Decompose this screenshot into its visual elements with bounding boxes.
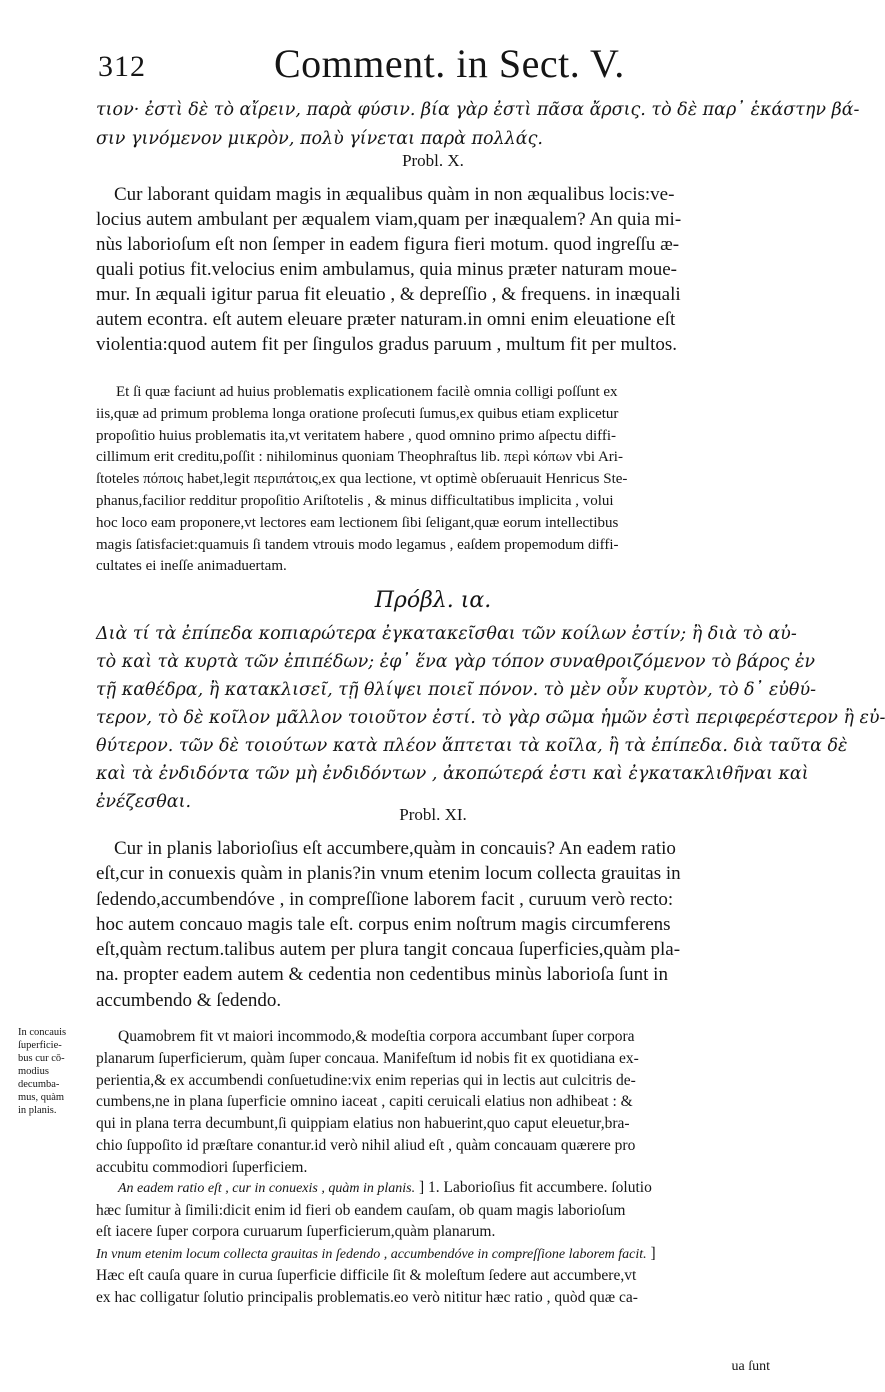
text-line: hoc autem concauo magis tale eſt. corpus enim noſtrum magis circumferens xyxy=(96,913,671,935)
lemma-2: In vnum etenim locum collecta grauitas in ſedendo , accumbendóve in compreſſione laborem facit. xyxy=(96,1246,647,1262)
margin-note-line: ſuperficie- xyxy=(18,1040,62,1051)
commentary-line: iis,quæ ad primum problema longa oratione proſecuti ſumus,ex quibus etiam explicetur xyxy=(96,405,619,422)
margin-note-line: bus cur cō- xyxy=(18,1053,65,1064)
greek-problem-11-heading: Πρόβλ. ια. xyxy=(374,588,492,613)
commentary-line: Quamobrem fit vt maiori incommodo,& modeſtia corpora accumbant ſuper corpora xyxy=(118,1028,635,1045)
commentary-line: propoſitio huius problematis ita,vt veritatem habere , quod omnino primo aſpectu diffi- xyxy=(96,427,617,444)
lemma-2-rest: ] xyxy=(646,1244,656,1262)
commentary-line: planarum ſuperficierum, quàm ſuper concaua. Manifeſtum id nobis fit ex quotidiana ex- xyxy=(96,1049,639,1067)
margin-note-line: decumba- xyxy=(18,1079,60,1090)
problem-10-heading: Probl. X. xyxy=(402,151,464,170)
text-line: ſedendo,accumbendóve , in compreſſione laborem facit , curuum verò recto: xyxy=(96,888,674,910)
note-line: hæc ſumitur à ſimili:dicit enim id fieri ob eandem cauſam, ob quam magis laborioſum xyxy=(96,1201,626,1219)
commentary-line: cillimum erit creditu,poſſit : nihilominus quoniam Theophraſtus lib. περὶ κόπων vbi Ari- xyxy=(96,449,623,466)
note-line: ex hac colligatur ſolutio principalis problematis.eo verò nititur hæc ratio , quòd quæ ca- xyxy=(96,1288,638,1306)
greek-line: καὶ τὰ ἐνδιδόντα τῶν μὴ ἐνδιδόντων , ἀκοπώτερά ἐστι καὶ ἐγκατακλιθῆναι καὶ xyxy=(96,764,809,784)
running-head: Comment. in Sect. V. xyxy=(274,41,625,86)
problem-10-text xyxy=(96,182,770,357)
greek-problem-11-text xyxy=(96,620,885,816)
greek-line: ἐνέζεσθαι. xyxy=(96,792,192,812)
lemma-1-rest: ] 1. Laborioſius fit accumbere. ſolutio xyxy=(415,1179,652,1196)
lemma-1: An eadem ratio eſt , cur in conuexis , quàm in planis. xyxy=(118,1181,416,1196)
text-line: eſt,quàm rectum.talibus autem per plura tangit concaua ſuperficies,quàm pla- xyxy=(96,939,681,961)
greek-line: Διὰ τί τὰ ἐπίπεδα κοπιαρώτερα ἐγκατακεῖσθαι τῶν κοίλων ἐστίν; ἢ διὰ τὸ αὐ- xyxy=(96,624,797,644)
text-line: quali potius fit.velocius enim ambulamus, quia minus præter naturam moue- xyxy=(96,259,677,280)
commentary-line: ſtoteles πόποις habet,legit περιπάτοις,ex qua lectione, vt optimè obſeruauit Henricus Ste- xyxy=(96,471,628,488)
commentary-line: cumbens,ne in plana ſuperficie omnino iaceat , capiti ceruicali elatius non adhibeat : & xyxy=(96,1093,633,1111)
greek-line: θύτερον. τῶν δὲ τοιούτων κατὰ πλέον ἅπτεται τὰ κοῖλα, ἢ τὰ ἐπίπεδα. διὰ ταῦτα δὲ xyxy=(96,736,848,756)
margin-note-line: mus, quàm xyxy=(18,1092,65,1103)
text-line: eſt,cur in conuexis quàm in planis?in vnum etenim locum collecta grauitas in xyxy=(96,863,681,885)
commentary-line: perientia,& ex accumbendi conſuetudine:vix enim reperias qui in lectis aut culcitris de- xyxy=(96,1071,636,1089)
margin-note-line: modius xyxy=(18,1066,49,1077)
commentary-line: cultates ei ineſſe animaduertam. xyxy=(96,558,287,575)
lemma-line xyxy=(96,1177,770,1200)
commentary-line: accubitu commodiori ſuperficiem. xyxy=(96,1158,308,1176)
catchword: ua ſunt xyxy=(731,1359,770,1374)
text-line: accumbendo & ſedendo. xyxy=(96,989,282,1011)
lemma-line xyxy=(96,1243,770,1266)
greek-continuation xyxy=(96,96,860,154)
text-line: autem econtra. eſt autem eleuare præter naturam.in omni enim eleuatione eſt xyxy=(96,309,676,330)
text-line: nùs laborioſum eſt non ſemper in eadem figura fieri motum. quod ingreſſu æ- xyxy=(96,234,680,255)
greek-line: τὸ καὶ τὰ κυρτὰ τῶν ἐπιπέδων; ἐφ᾽ ἕνα γὰρ τόπον συναθροιζόμενον τὸ βάρος ἐν xyxy=(96,652,816,672)
page-number: 312 xyxy=(98,50,146,83)
problem-11-lemma-notes xyxy=(96,1177,770,1308)
margin-note xyxy=(18,1026,106,1117)
problem-11-text xyxy=(96,836,770,1013)
greek-line: σιν γινόμενον μικρὸν, πολὺ γίνεται παρὰ πολλάς. xyxy=(96,129,543,149)
commentary-line: hoc loco eam proponere,vt lectores eam lectionem ſibi ſeligant,quæ eorum intellectibus xyxy=(96,514,619,531)
page-header xyxy=(98,38,768,98)
text-line: locius autem ambulant per æqualem viam,quam per inæqualem? An quia mi- xyxy=(96,209,682,230)
note-line: Hæc eſt cauſa quare in curua ſuperficie difficile ſit & moleſtum ſedere aut accumbere,vt xyxy=(96,1267,637,1284)
commentary-line: chio ſuppoſito id præſtare conantur.id verò nihil aliud eſt , quàm concauam quærere pro xyxy=(96,1136,636,1154)
commentary-line: qui in plana terra decumbunt,ſi quippiam elatius non habuerint,quo caput eleuetur,bra- xyxy=(96,1115,630,1133)
text-line: na. propter eadem autem & cedentia non cedentibus minùs laborioſa ſunt in xyxy=(96,964,668,986)
note-line: eſt iacere ſuper corpora curuarum ſuperficierum,quàm planarum. xyxy=(96,1223,496,1240)
text-line: violentia:quod autem fit per ſingulos gradus paruum , multum fit per multos. xyxy=(96,334,677,355)
problem-10-commentary xyxy=(96,382,770,578)
problem-11-commentary xyxy=(96,1026,770,1179)
text-line: mur. In æquali igitur parua fit eleuatio , & depreſſio , & frequens. in inæquali xyxy=(96,284,681,305)
greek-line: τερον, τὸ δὲ κοῖλον μᾶλλον τοιοῦτον ἐστί. τὸ γὰρ σῶμα ἡμῶν ἐστὶ περιφερέστερον ἢ εὐ- xyxy=(96,708,885,728)
text-line: Cur in planis laborioſius eſt accumbere,quàm in concauis? An eadem ratio xyxy=(114,838,676,859)
margin-note-line: In concauis xyxy=(18,1027,67,1038)
margin-note-line: in planis. xyxy=(18,1105,57,1116)
greek-line: τῇ καθέδρα, ἢ κατακλισεῖ, τῇ θλίψει ποιεῖ πόνον. τὸ μὲν οὖν κυρτὸν, τὸ δ᾽ εὐθύ- xyxy=(96,680,817,700)
commentary-line: phanus,facilior redditur propoſitio Ariſtotelis , & minus difficultatibus implicita , volui xyxy=(96,492,614,509)
commentary-line: magis ſatisfaciet:quamuis ſi tandem vtrouis modo legamus , eaſdem propemodum diffi- xyxy=(96,536,619,553)
text-line: Cur laborant quidam magis in æqualibus quàm in non æqualibus locis:ve- xyxy=(114,184,675,205)
problem-11-heading: Probl. XI. xyxy=(399,805,467,824)
commentary-line: Et ſi quæ faciunt ad huius problematis explicationem facilè omnia colligi poſſunt ex xyxy=(116,384,618,400)
greek-line: τιον· ἐστὶ δὲ τὸ αἴρειν, παρὰ φύσιν. βία γὰρ ἐστὶ πᾶσα ἄρσις. τὸ δὲ παρ᾽ ἑκάστην βά- xyxy=(96,100,860,120)
